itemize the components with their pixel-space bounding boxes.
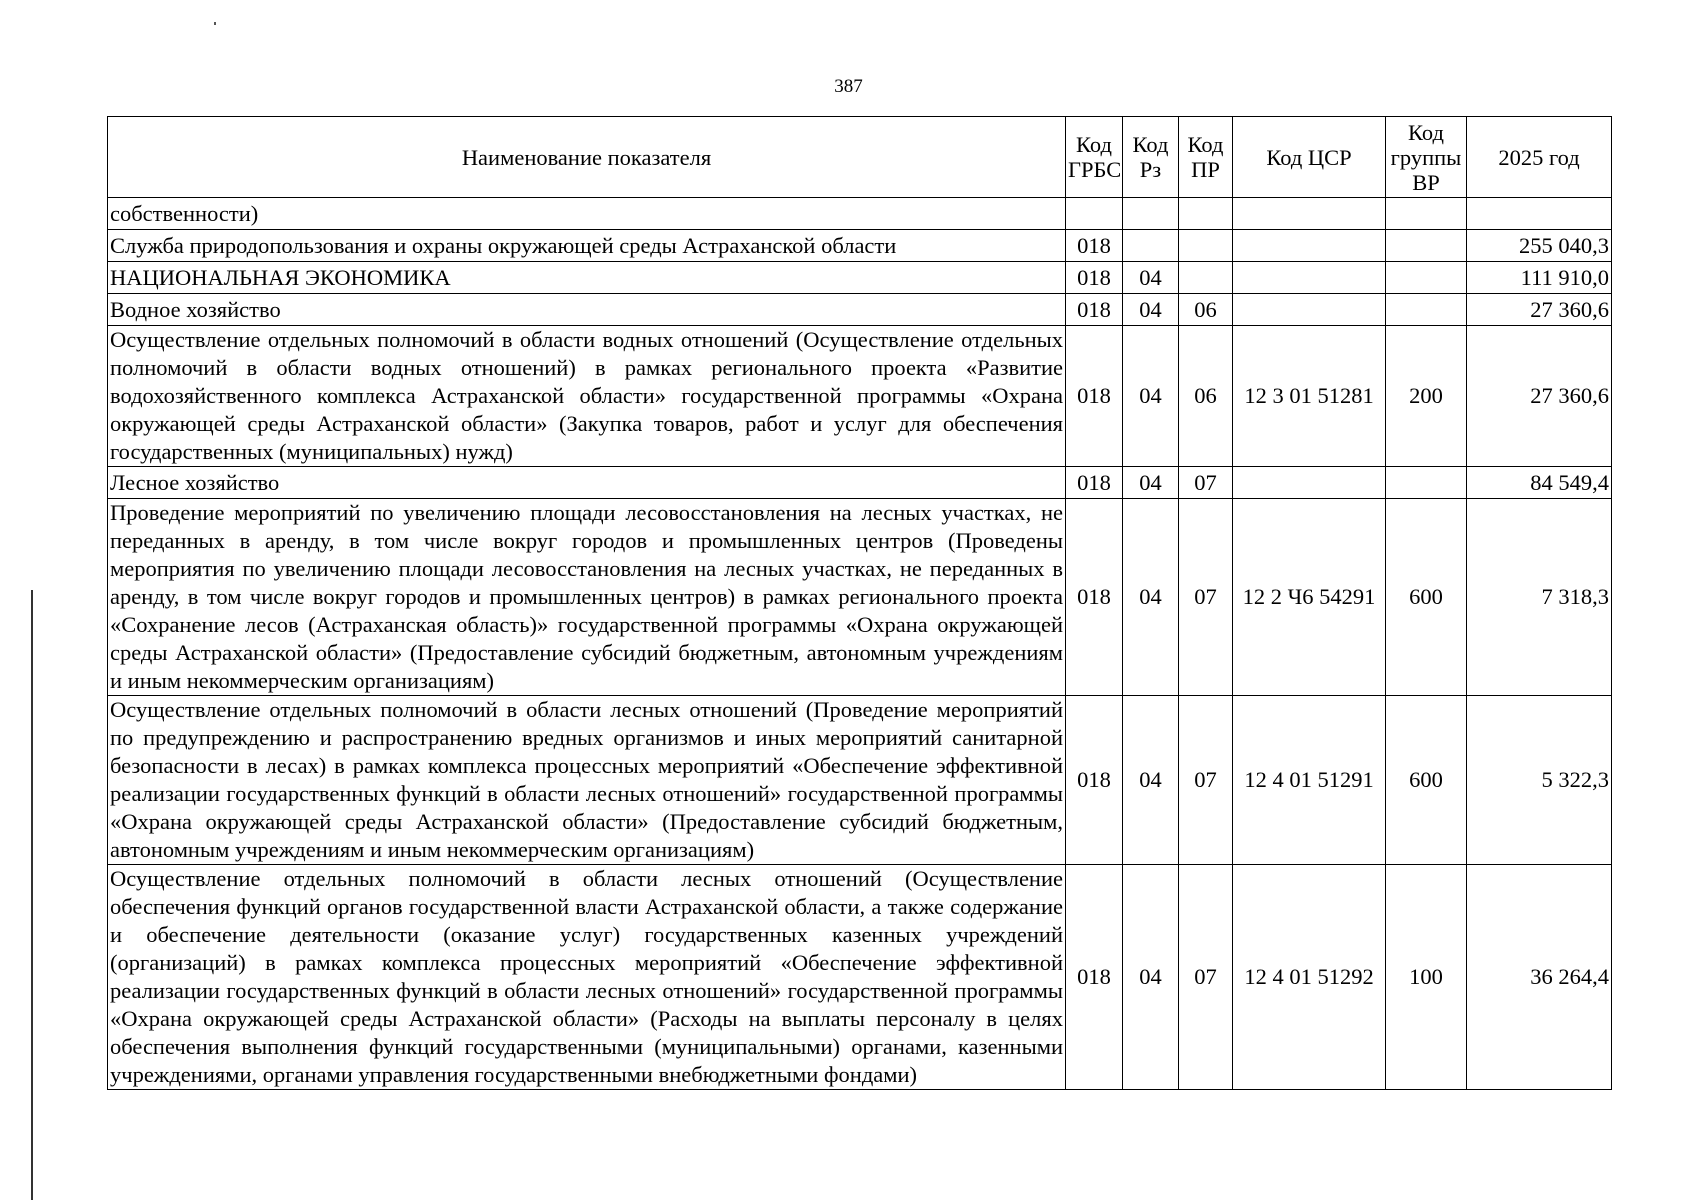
cell-rz [1123,230,1179,262]
cell-grbs: 018 [1066,294,1123,326]
header-name: Наименование показателя [108,117,1066,198]
cell-pr [1179,198,1233,230]
cell-vr [1386,262,1467,294]
cell-grbs: 018 [1066,467,1123,499]
cell-csr: 12 4 01 51292 [1233,865,1386,1090]
table-row [108,696,1612,865]
cell-grbs: 018 [1066,326,1123,467]
table-row [108,262,1612,294]
cell-amount: 7 318,3 [1467,499,1612,696]
cell-name: собственности) [108,198,1066,230]
cell-rz: 04 [1123,467,1179,499]
page-number: 387 [834,76,863,97]
table-header-row [108,117,1612,198]
scan-speck [214,22,216,25]
cell-pr [1179,262,1233,294]
table-row [108,230,1612,262]
cell-pr: 07 [1179,499,1233,696]
cell-amount: 27 360,6 [1467,294,1612,326]
cell-vr: 200 [1386,326,1467,467]
cell-vr [1386,198,1467,230]
table-row [108,294,1612,326]
cell-vr: 100 [1386,865,1467,1090]
cell-vr [1386,467,1467,499]
cell-name: Осуществление отдельных полномочий в области лесных отношений (Проведение мероприятий по предупреждению и распространению вредных организмов и иных мероприятий санитарной безопасности в лесах) в рамках комплекса процессных мероприятий «Обеспечение эффективной реализации государственных функций в области лесных отношений» государственной программы «Охрана окружающей среды Астраханской области» (Предоставление субсидий бюджетным, автономным учреждениям и иным некоммерческим организациям) [108,696,1066,865]
cell-name: Лесное хозяйство [108,467,1066,499]
cell-grbs: 018 [1066,499,1123,696]
header-pr: Код ПР [1179,117,1233,198]
cell-rz: 04 [1123,262,1179,294]
cell-pr: 06 [1179,326,1233,467]
cell-csr: 12 3 01 51281 [1233,326,1386,467]
cell-csr [1233,294,1386,326]
cell-name: Осуществление отдельных полномочий в области лесных отношений (Осуществление обеспечения функций органов государственной власти Астраханской области, а также содержание и обеспечение деятельности (оказание услуг) государственных казенных учреждений (организаций) в рамках комплекса процессных мероприятий «Обеспечение эффективной реализации государственных функций в области лесных отношений» государственной программы «Охрана окружающей среды Астраханской области» (Расходы на выплаты персоналу в целях обеспечения выполнения функций государственными (муниципальными) органами, казенными учреждениями, органами управления государственными внебюджетными фондами) [108,865,1066,1090]
header-vr: Код группы ВР [1386,117,1467,198]
header-year: 2025 год [1467,117,1612,198]
cell-pr [1179,230,1233,262]
table-row [108,198,1612,230]
cell-amount: 36 264,4 [1467,865,1612,1090]
cell-rz: 04 [1123,294,1179,326]
cell-rz: 04 [1123,696,1179,865]
cell-csr [1233,230,1386,262]
cell-pr: 07 [1179,467,1233,499]
cell-vr: 600 [1386,499,1467,696]
cell-grbs: 018 [1066,262,1123,294]
table-row [108,467,1612,499]
cell-csr [1233,467,1386,499]
cell-vr: 600 [1386,696,1467,865]
cell-pr: 07 [1179,696,1233,865]
cell-csr [1233,262,1386,294]
cell-amount: 111 910,0 [1467,262,1612,294]
cell-rz: 04 [1123,326,1179,467]
cell-amount [1467,198,1612,230]
cell-csr [1233,198,1386,230]
cell-csr: 12 2 Ч6 54291 [1233,499,1386,696]
budget-table [107,116,1612,1090]
cell-name: Служба природопользования и охраны окружающей среды Астраханской области [108,230,1066,262]
cell-name: Водное хозяйство [108,294,1066,326]
table-row [108,865,1612,1090]
binding-edge-line [31,590,33,1200]
cell-grbs: 018 [1066,865,1123,1090]
cell-rz [1123,198,1179,230]
cell-name: Проведение мероприятий по увеличению площади лесовосстановления на лесных участках, не переданных в аренду, в том числе вокруг городов и промышленных центров (Проведены мероприятия по увеличению площади лесовосстановления на лесных участках, не переданных в аренду, в том числе вокруг городов и промышленных центров) в рамках регионального проекта «Сохранение лесов (Астраханская область)» государственной программы «Охрана окружающей среды Астраханской области» (Предоставление субсидий бюджетным, автономным учреждениям и иным некоммерческим организациям) [108,499,1066,696]
cell-amount: 255 040,3 [1467,230,1612,262]
cell-vr [1386,294,1467,326]
cell-name: НАЦИОНАЛЬНАЯ ЭКОНОМИКА [108,262,1066,294]
header-csr: Код ЦСР [1233,117,1386,198]
cell-name: Осуществление отдельных полномочий в области водных отношений (Осуществление отдельных полномочий в области водных отношений) в рамках регионального проекта «Развитие водохозяйственного комплекса Астраханской области» государственной программы «Охрана окружающей среды Астраханской области» (Закупка товаров, работ и услуг для обеспечения государственных (муниципальных) нужд) [108,326,1066,467]
cell-pr: 07 [1179,865,1233,1090]
table-row [108,499,1612,696]
cell-amount: 84 549,4 [1467,467,1612,499]
cell-pr: 06 [1179,294,1233,326]
cell-grbs: 018 [1066,230,1123,262]
cell-rz: 04 [1123,865,1179,1090]
cell-amount: 27 360,6 [1467,326,1612,467]
table-row [108,326,1612,467]
header-grbs: Код ГРБС [1066,117,1123,198]
cell-csr: 12 4 01 51291 [1233,696,1386,865]
cell-grbs: 018 [1066,696,1123,865]
header-rz: Код Рз [1123,117,1179,198]
cell-grbs [1066,198,1123,230]
cell-vr [1386,230,1467,262]
cell-amount: 5 322,3 [1467,696,1612,865]
cell-rz: 04 [1123,499,1179,696]
